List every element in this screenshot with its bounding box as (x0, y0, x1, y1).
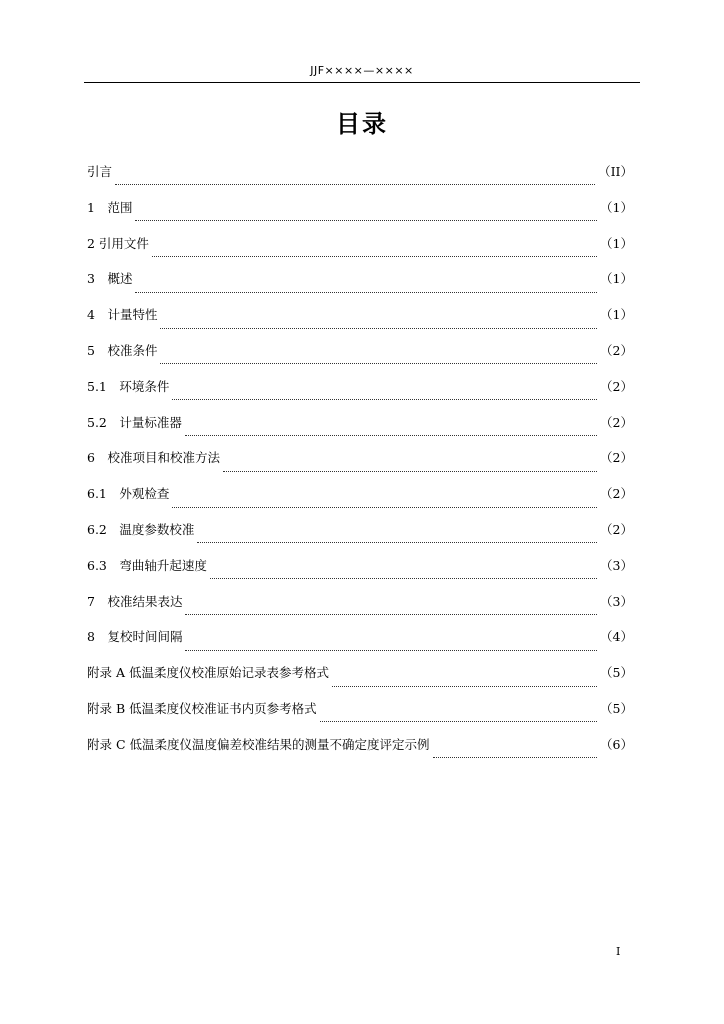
toc-entry-label: 5 校准条件 (87, 342, 158, 358)
toc-entry-label: 附录 C 低温柔度仪温度偏差校准结果的测量不确定度评定示例 (87, 736, 430, 752)
toc-leader-dots (185, 435, 597, 436)
toc-entry-label: 5.1 环境条件 (87, 378, 170, 394)
toc-leader-dots (115, 184, 595, 185)
toc-entry-label: 5.2 计量标准器 (87, 414, 182, 430)
header-divider (84, 82, 640, 83)
toc-entry-label: 6.1 外观检查 (87, 486, 170, 502)
toc-leader-dots (152, 256, 597, 257)
toc-entry-page: （1） (600, 307, 633, 323)
toc-entry-appendix-c[interactable] (87, 735, 633, 771)
toc-entry-recalibration-interval[interactable] (87, 627, 633, 663)
toc-entry-label: 附录 A 低温柔度仪校准原始记录表参考格式 (87, 665, 329, 681)
toc-entry-page: （5） (600, 665, 633, 681)
toc-entry-calibration-items-methods[interactable] (87, 448, 633, 484)
toc-leader-dots (223, 471, 597, 472)
toc-entry-label: 3 概述 (87, 271, 133, 287)
toc-entry-environmental-conditions[interactable] (87, 377, 633, 413)
toc-entry-page: （2） (600, 486, 633, 502)
toc-entry-page: （4） (600, 629, 633, 645)
toc-entry-page: （2） (600, 450, 633, 466)
toc-entry-introduction[interactable] (87, 162, 633, 198)
toc-entry-label: 附录 B 低温柔度仪校准证书内页参考格式 (87, 700, 317, 716)
toc-entry-overview[interactable] (87, 269, 633, 305)
toc-entry-page: （2） (600, 378, 633, 394)
toc-leader-dots (332, 686, 597, 687)
toc-leader-dots (433, 757, 598, 758)
toc-entry-bending-axis-speed[interactable] (87, 556, 633, 592)
toc-entry-label: 7 校准结果表达 (87, 593, 183, 609)
toc-entry-calibration-conditions[interactable] (87, 341, 633, 377)
toc-entry-page: （1） (600, 199, 633, 215)
toc-entry-temperature-calibration[interactable] (87, 520, 633, 556)
toc-entry-page: （1） (600, 271, 633, 287)
toc-leader-dots (172, 507, 597, 508)
toc-entry-label: 1 范围 (87, 199, 133, 215)
toc-entry-page: （2） (600, 342, 633, 358)
toc-entry-page: （3） (600, 593, 633, 609)
toc-entry-page: （2） (600, 521, 633, 537)
toc-entry-calibration-results[interactable] (87, 592, 633, 628)
page-number: I (616, 945, 621, 958)
toc-entry-label: 2 引用文件 (87, 235, 149, 251)
toc-entry-appearance-inspection[interactable] (87, 484, 633, 520)
toc-entry-page: （3） (600, 557, 633, 573)
table-of-contents (87, 162, 633, 771)
toc-entry-label: 4 计量特性 (87, 307, 158, 323)
toc-entry-metrological-characteristics[interactable] (87, 305, 633, 341)
toc-entry-label: 引言 (87, 164, 113, 179)
toc-leader-dots (185, 650, 597, 651)
toc-entry-scope[interactable] (87, 198, 633, 234)
toc-entry-label: 6.2 温度参数校准 (87, 521, 195, 537)
toc-leader-dots (135, 292, 597, 293)
toc-leader-dots (160, 363, 597, 364)
toc-leader-dots (160, 328, 597, 329)
toc-entry-page: （5） (600, 700, 633, 716)
toc-entry-page: （II） (598, 164, 633, 179)
toc-leader-dots (185, 614, 597, 615)
toc-leader-dots (197, 542, 597, 543)
toc-leader-dots (320, 721, 597, 722)
toc-entry-appendix-b[interactable] (87, 699, 633, 735)
toc-entry-label: 6 校准项目和校准方法 (87, 450, 220, 466)
toc-entry-appendix-a[interactable] (87, 663, 633, 699)
toc-entry-page: （2） (600, 414, 633, 430)
toc-entry-references[interactable] (87, 234, 633, 270)
page-title: 目录 (336, 110, 388, 138)
toc-entry-page: （1） (600, 235, 633, 251)
toc-entry-label: 8 复校时间间隔 (87, 629, 183, 645)
toc-leader-dots (172, 399, 597, 400)
toc-entry-measurement-standards[interactable] (87, 413, 633, 449)
toc-leader-dots (210, 578, 597, 579)
toc-leader-dots (135, 220, 597, 221)
document-code: JJF××××—×××× (310, 64, 414, 77)
toc-entry-page: （6） (600, 736, 633, 752)
toc-entry-label: 6.3 弯曲轴升起速度 (87, 557, 207, 573)
